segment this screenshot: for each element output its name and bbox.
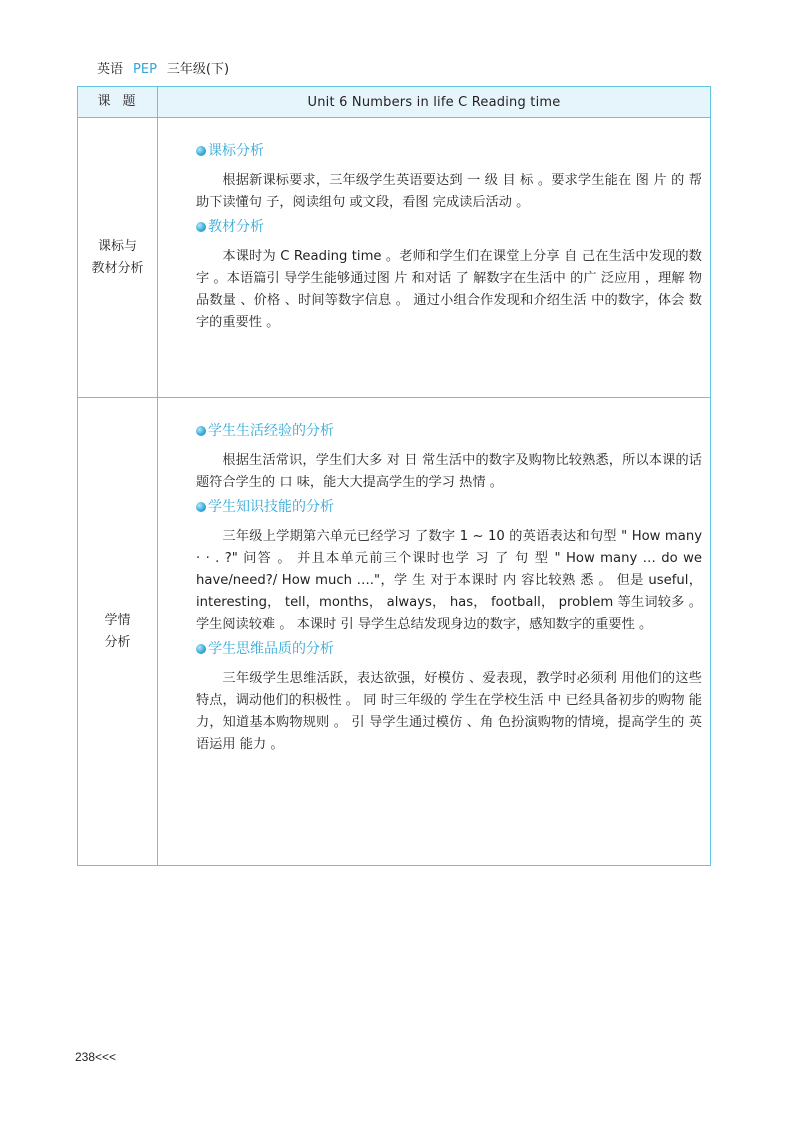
title-label: 课题 [97, 94, 148, 109]
edition-label: PEP [133, 62, 157, 77]
bullet-dot-icon [196, 146, 206, 156]
section-heading: 课标分析 [196, 140, 702, 162]
section-paragraph: 根据新课标要求，三年级学生英语要达到 一 级 目 标 。要求学生能在 图 片 的 帮 助下读懂句 子，阅读组句 或文段，看图 完成读后活动 。 [196, 173, 702, 210]
section-paragraph: 三年级上学期第六单元已经学习 了数字 1 ~ 10 的英语表达和句型 " How many · · . ?" 问答 。 并且本单元前三个课时也学 习 了 句 型 " How many … do we have/need?/ How much …."，学 生 对于本课时 内 容比较熟 悉 。 但是 useful，interesting， tell，months， always， has， football， problem 等生词较多 。 学生阅读较难 。 本课时 引 导学生总结发现身边的数字，感知数字的重要性 。 [196, 529, 702, 632]
title-row [78, 87, 711, 118]
lesson-plan-table [77, 86, 711, 866]
section-heading: 学生生活经验的分析 [196, 420, 702, 442]
subject-label: 英语 [97, 62, 124, 77]
curriculum-content-cell [158, 118, 711, 398]
grade-label: 三年级(下) [166, 62, 230, 77]
page-header [97, 58, 229, 77]
title-label-cell [78, 87, 158, 118]
section-heading: 学生知识技能的分析 [196, 496, 702, 518]
bullet-dot-icon [196, 502, 206, 512]
bullet-dot-icon [196, 644, 206, 654]
title-value-cell [158, 87, 711, 118]
curriculum-label-line1: 课标与 [97, 238, 137, 254]
learner-label-cell [78, 398, 158, 866]
curriculum-label-line2: 教材分析 [91, 260, 144, 276]
curriculum-label-cell [78, 118, 158, 398]
learner-content-cell [158, 398, 711, 866]
curriculum-analysis-row [78, 118, 711, 398]
section-paragraph: 本课时为 C Reading time 。老师和学生们在课堂上分享 自 己在生活中发现的数字 。本语篇引 导学生能够通过图 片 和对话 了 解数字在生活中 的广 泛应用 ，理解 物品数量 、价格 、时间等数字信息 。 通过小组合作发现和介绍生活 中的数字，体会 数字的重要性 。 [196, 249, 702, 330]
section-heading: 教材分析 [196, 216, 702, 238]
learner-analysis-row [78, 398, 711, 866]
learner-label-line1: 学情 [104, 612, 131, 628]
bullet-dot-icon [196, 426, 206, 436]
learner-label-line2: 分析 [104, 634, 131, 650]
section-paragraph: 根据生活常识，学生们大多 对 日 常生活中的数字及购物比较熟悉，所以本课的话题符合学生的 口 味，能大大提高学生的学习 热情 。 [196, 453, 702, 490]
bullet-dot-icon [196, 222, 206, 232]
section-heading: 学生思维品质的分析 [196, 638, 702, 660]
lesson-title: Unit 6 Numbers in life C Reading time [307, 94, 561, 110]
section-paragraph: 三年级学生思维活跃，表达欲强，好模仿 、爱表现，教学时必须利 用他们的这些 特点，调动他们的积极性 。 同 时三年级的 学生在学校生活 中 已经具备初步的购物 能力，知道基本购物规则 。 引 导学生通过模仿 、角 色扮演购物的情境，提高学生的 英语运用 能力 。 [196, 671, 702, 752]
page-number: 238<<< [75, 1050, 117, 1064]
